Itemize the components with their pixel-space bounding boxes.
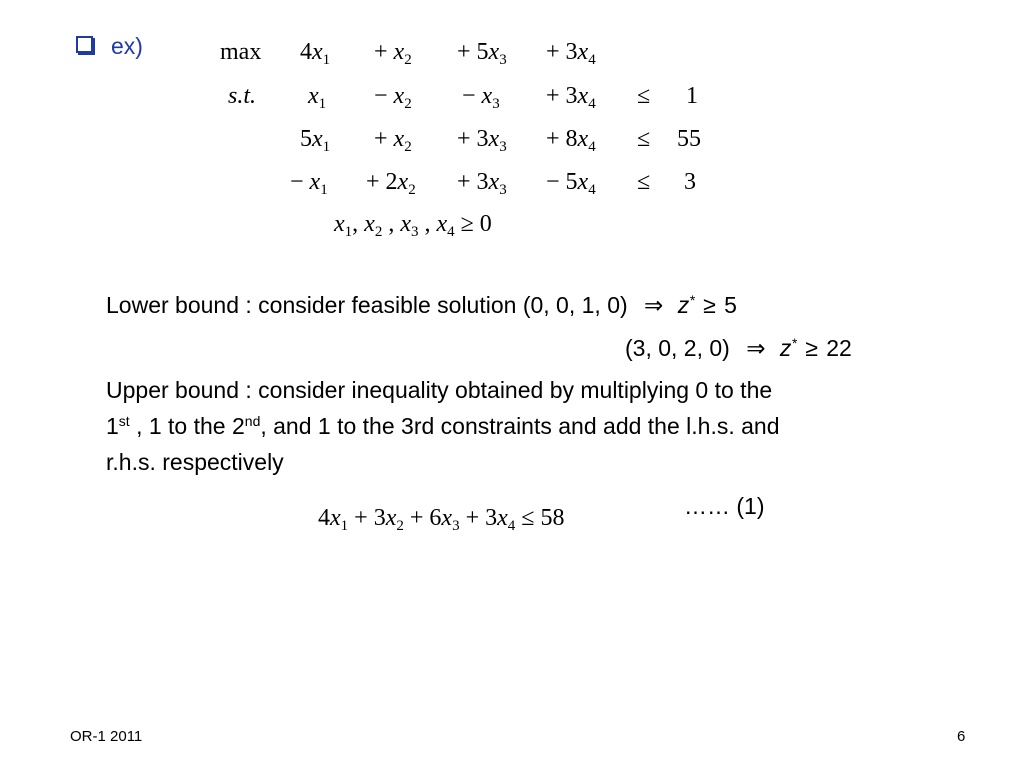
c2-term-3: + $3x_3$ xyxy=(457,126,507,155)
st-keyword: s.t. xyxy=(228,83,257,109)
c1-term-2: − $x_2$ xyxy=(374,83,412,112)
lower-bound-result-2: 22 xyxy=(826,335,852,361)
checkbox-bullet-icon xyxy=(76,36,93,53)
lower-bound-line-1 xyxy=(106,290,737,321)
lower-bound-result-1: 5 xyxy=(724,292,737,318)
c2-term-1: $5x_1$ xyxy=(300,126,331,155)
c3-term-3: + $3x_3$ xyxy=(457,169,507,198)
z-star: z* xyxy=(677,292,695,318)
c3-term-4: − $5x_4$ xyxy=(546,169,596,198)
lower-bound-line-2 xyxy=(625,333,852,364)
obj-term-1: $4x_1$ xyxy=(300,39,331,68)
c3-leq: ≤ xyxy=(637,169,651,195)
z-star: z* xyxy=(779,335,797,361)
lower-bound-text: Lower bound : consider feasible solution (0, 0, 1, 0) xyxy=(106,292,628,318)
example-label: ex) xyxy=(111,33,143,59)
c2-term-4: + $8x_4$ xyxy=(546,126,596,155)
ordinal-suffix-st: st xyxy=(118,413,130,429)
nonnegativity-constraint: $x_1$, $x_2$ , $x_3$ , $x_4 \ge 0$ xyxy=(334,211,492,240)
lower-bound-point-2: (3, 0, 2, 0) xyxy=(625,335,730,361)
upper-bound-text-b: , 1 to the 2 xyxy=(129,413,245,439)
obj-term-3: + $5x_3$ xyxy=(457,39,507,68)
geq-symbol: ≥ xyxy=(703,292,716,318)
c1-rhs: 1 xyxy=(686,83,698,109)
c2-rhs: 55 xyxy=(677,126,701,152)
implies-arrow-icon: ⇒ xyxy=(746,336,766,362)
c3-rhs: 3 xyxy=(684,169,696,195)
ordinal-1: 1 xyxy=(106,413,119,439)
upper-bound-text-c: , and 1 to the 3rd constraints and add the l.h.s. and xyxy=(260,413,780,439)
combined-inequality: $4x_1 + 3x_2 + 6x_3 + 3x_4 \le 58$ xyxy=(318,505,565,534)
footer-course: OR-1 2011 xyxy=(70,728,143,745)
equation-number-label: …… (1) xyxy=(684,493,765,519)
page-number: 6 xyxy=(957,728,966,745)
upper-bound-line-1: Upper bound : consider inequality obtained by multiplying 0 to the xyxy=(106,377,773,403)
c1-leq: ≤ xyxy=(637,83,651,109)
c2-leq: ≤ xyxy=(637,126,651,152)
geq-symbol: ≥ xyxy=(805,335,818,361)
c2-term-2: + $x_2$ xyxy=(374,126,412,155)
c1-term-3: − $x_3$ xyxy=(462,83,500,112)
c1-term-4: + $3x_4$ xyxy=(546,83,596,112)
upper-bound-line-3: r.h.s. respectively xyxy=(106,449,284,475)
c3-term-2: + $2x_2$ xyxy=(366,169,416,198)
obj-term-2: + $x_2$ xyxy=(374,39,412,68)
ordinal-suffix-nd: nd xyxy=(244,413,261,429)
objective-keyword: max xyxy=(220,39,262,65)
c1-term-1: $x_1$ xyxy=(308,83,327,112)
upper-bound-line-2 xyxy=(106,411,780,441)
implies-arrow-icon: ⇒ xyxy=(644,293,664,319)
c3-term-1: − $x_1$ xyxy=(290,169,328,198)
obj-term-4: + $3x_4$ xyxy=(546,39,596,68)
